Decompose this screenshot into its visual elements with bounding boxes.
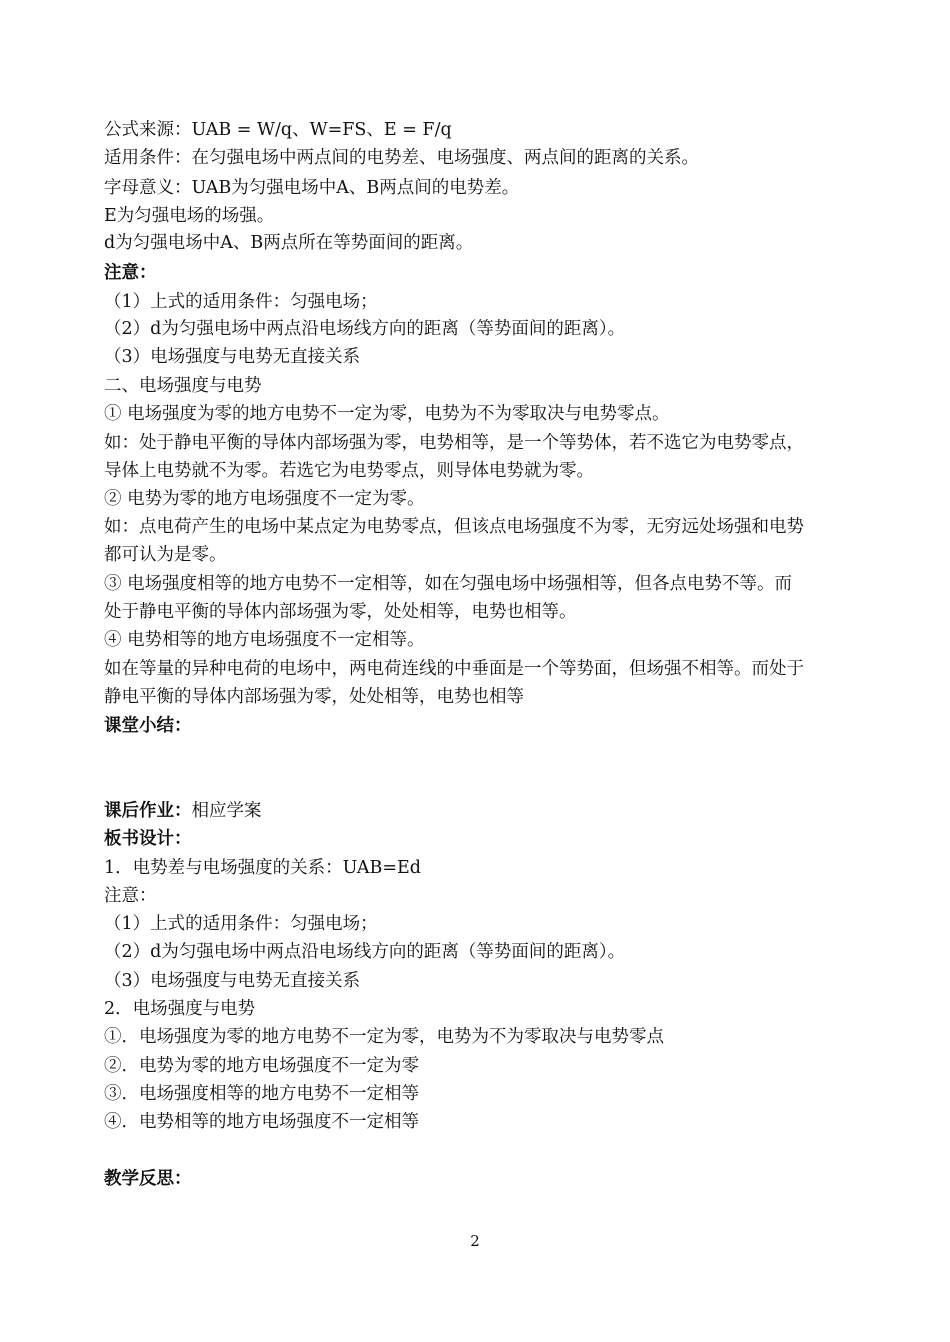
text-line: 1．电势差与电场强度的关系：UAB=Ed — [104, 858, 421, 878]
text-line: ③ 电场强度相等的地方电势不一定相等，如在匀强电场中场强相等，但各点电势不等。而 — [104, 574, 793, 594]
text-line: ② 电势为零的地方电场强度不一定为零。 — [104, 489, 425, 509]
text-line: 静电平衡的导体内部场强为零，处处相等，电势也相等 — [104, 687, 524, 707]
homework-line — [104, 799, 262, 823]
letter-meaning: 字母意义：UAB为匀强电场中A、B两点间的电势差。 — [104, 178, 520, 198]
text-line: 2．电场强度与电势 — [104, 999, 256, 1019]
text-line: 注意： — [104, 886, 157, 906]
text-line: ①．电场强度为零的地方电势不一定为零，电势为不为零取决与电势零点 — [104, 1027, 664, 1047]
homework-label: 课后作业： — [104, 801, 192, 821]
text-line: 如：处于静电平衡的导体内部场强为零，电势相等，是一个等势体，若不选它为电势零点， — [104, 433, 804, 453]
text-line: ④ 电势相等的地方电场强度不一定相等。 — [104, 630, 425, 650]
formula-source: 公式来源：UAB = W/q、W=FS、E = F/q — [104, 120, 452, 140]
section-heading: 二、电场强度与电势 — [104, 376, 262, 396]
text-line: 都可认为是零。 — [104, 545, 227, 565]
text-line: ① 电场强度为零的地方电势不一定为零，电势为不为零取决与电势零点。 — [104, 404, 670, 424]
note-item: （1）上式的适用条件：匀强电场； — [104, 914, 378, 934]
note-item: （1）上式的适用条件：匀强电场； — [104, 292, 378, 312]
text-line: ②．电势为零的地方电场强度不一定为零 — [104, 1056, 419, 1076]
note-item: （3）电场强度与电势无直接关系 — [104, 347, 361, 367]
section-heading: 教学反思： — [104, 1169, 192, 1189]
text-line: ③．电场强度相等的地方电势不一定相等 — [104, 1084, 419, 1104]
text-line: 导体上电势就不为零。若选它为电势零点，则导体电势就为零。 — [104, 461, 594, 481]
homework-value: 相应学案 — [191, 801, 262, 821]
applicable-condition: 适用条件：在匀强电场中两点间的电势差、电场强度、两点间的距离的关系。 — [104, 148, 699, 168]
note-item: （2）d为匀强电场中两点沿电场线方向的距离（等势面间的距离）。 — [104, 319, 626, 339]
text-line: ④．电势相等的地方电场强度不一定相等 — [104, 1112, 419, 1132]
section-heading: 板书设计： — [104, 829, 192, 849]
text-line: E为匀强电场的场强。 — [104, 206, 275, 226]
text-line: 处于静电平衡的导体内部场强为零，处处相等，电势也相等。 — [104, 602, 577, 622]
text-line: 如在等量的异种电荷的电场中，两电荷连线的中垂面是一个等势面，但场强不相等。而处于 — [104, 659, 804, 679]
section-heading: 课堂小结： — [104, 716, 192, 736]
text-line: d为匀强电场中A、B两点所在等势面间的距离。 — [104, 233, 474, 253]
text-line: 如：点电荷产生的电场中某点定为电势零点，但该点电场强度不为零，无穷远处场强和电势 — [104, 517, 804, 537]
page-number: 2 — [470, 1232, 480, 1250]
note-item: （2）d为匀强电场中两点沿电场线方向的距离（等势面间的距离）。 — [104, 942, 626, 962]
section-heading: 注意： — [104, 263, 157, 283]
note-item: （3）电场强度与电势无直接关系 — [104, 971, 361, 991]
